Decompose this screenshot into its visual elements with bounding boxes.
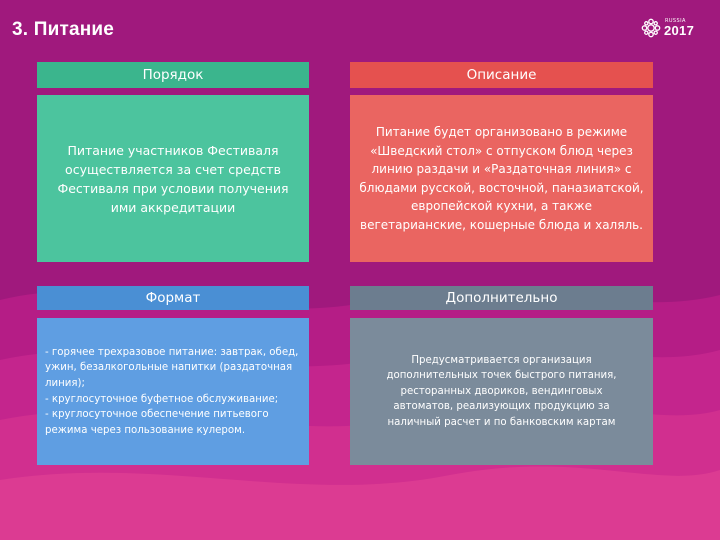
slide-title: 3. Питание xyxy=(12,19,115,40)
format-line: - круглосуточное буфетное обслуживание; xyxy=(45,393,279,405)
order-text: Питание участников Фестиваля осуществляется за счет средств Фестиваля при условии получения ими аккредитации xyxy=(57,142,289,215)
order-cell xyxy=(37,95,309,262)
description-header xyxy=(350,62,653,88)
additional-header-label: Дополнительно xyxy=(445,290,558,306)
logo-country: RUSSIA xyxy=(665,18,686,24)
format-cell xyxy=(37,318,309,465)
additional-header xyxy=(350,286,653,310)
order-header-label: Порядок xyxy=(142,67,204,83)
order-header xyxy=(37,62,309,88)
description-header-label: Описание xyxy=(466,67,537,83)
description-text: Питание будет организовано в режиме «Шведский стол» с отпуском блюд через линию раздачи и «Раздаточная линия» с блюдами русской, восточной, паназиатской, европейской кухни, а также вегетарианские, кошерные блюда и халяль. xyxy=(359,125,644,232)
format-line: - горячее трехразовое питание: завтрак, обед, ужин, безалкогольные напитки (раздаточная линия); xyxy=(45,346,299,389)
logo-year: 2017 xyxy=(664,23,695,38)
format-line: - круглосуточное обеспечение питьевого режима через пользование кулером. xyxy=(45,409,269,436)
description-cell xyxy=(350,95,653,262)
festival-logo xyxy=(640,17,702,41)
format-header-label: Формат xyxy=(145,290,201,306)
format-list xyxy=(45,345,301,439)
additional-cell xyxy=(350,318,653,465)
festival-star-icon xyxy=(640,17,662,39)
additional-text: Предусматривается организация дополнительных точек быстрого питания, ресторанных двориков, вендинговых автоматов, реализующих продукцию за наличный расчет и по банковским картам xyxy=(386,354,617,428)
format-header xyxy=(37,286,309,310)
